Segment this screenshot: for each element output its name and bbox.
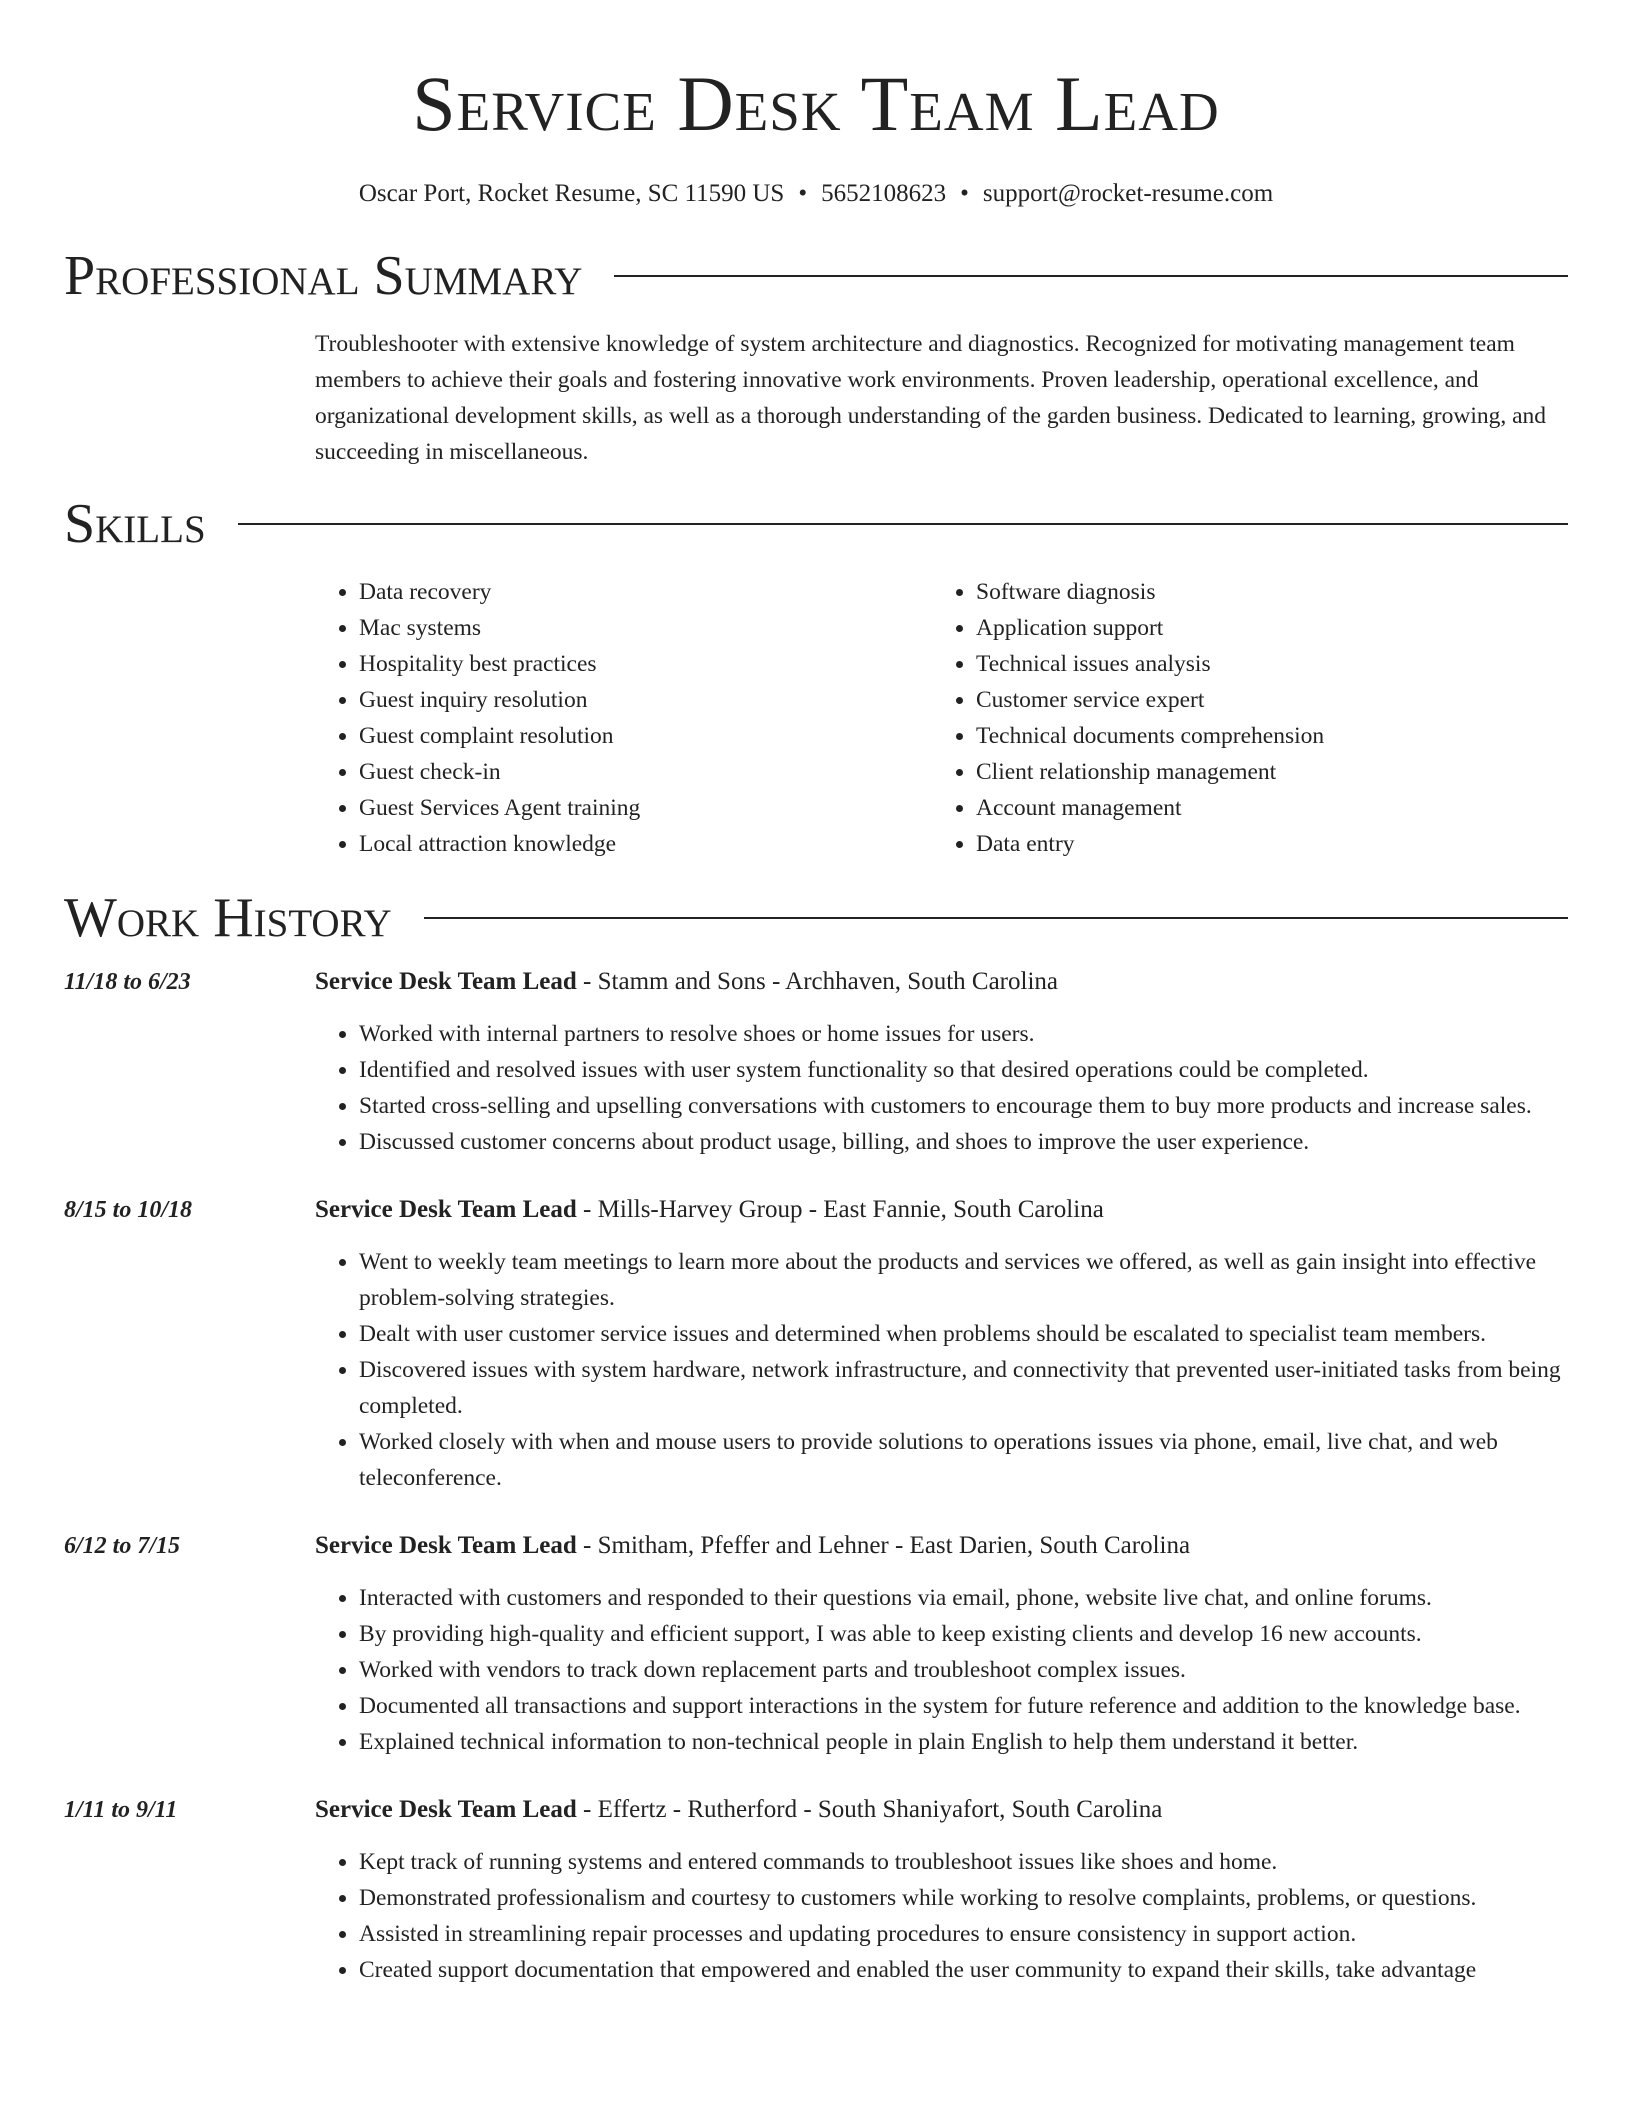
summary-heading: Professional Summary: [64, 245, 583, 307]
work-title-line: [315, 1192, 1568, 1228]
skills-section-header: [64, 492, 1568, 556]
contact-email: support@rocket-resume.com: [982, 180, 1274, 207]
work-entry: [64, 1528, 1568, 1760]
summary-body: [315, 326, 1568, 470]
work-bullets: [315, 1844, 1568, 1988]
work-bullet: • Went to weekly team meetings to learn more about the products and services we offered, as well as gain insight into effective problem-solving strategies.: [359, 1244, 1568, 1316]
resume-title: Service Desk Team Lead: [412, 60, 1220, 147]
work-bullet: • Discovered issues with system hardware, network infrastructure, and connectivity that prevented user-initiated tasks from being completed.: [359, 1352, 1568, 1424]
work-bullets: [315, 1244, 1568, 1496]
skill-item: • Data recovery: [359, 574, 932, 610]
work-entry-body: [315, 1528, 1568, 1760]
work-entry-body: [315, 1792, 1568, 1988]
contact-phone: 5652108623: [821, 180, 947, 207]
skill-item: • Software diagnosis: [976, 574, 1549, 610]
work-section-header: [64, 886, 1568, 950]
work-bullet: • By providing high-quality and efficient support, I was able to keep existing clients and develop 16 new accounts.: [359, 1616, 1568, 1652]
work-role: Service Desk Team Lead: [315, 1196, 577, 1223]
skill-item: • Application support: [976, 610, 1549, 646]
work-bullet: • Discussed customer concerns about product usage, billing, and shoes to improve the user experience.: [359, 1124, 1568, 1160]
work-entry: [64, 964, 1568, 1160]
work-bullet: • Worked with vendors to track down replacement parts and troubleshoot complex issues.: [359, 1652, 1568, 1688]
work-title-line: [315, 1528, 1568, 1564]
summary-text: Troubleshooter with extensive knowledge of system architecture and diagnostics. Recognized for motivating management team members to achieve their goals and fostering innovative work environments. Proven leadership, operational excellence, and organizational development skills, as well as a thorough understanding of the garden business. Dedicated to learning, growing, and succeeding in miscellaneous.: [315, 331, 1547, 465]
work-bullet: • Created support documentation that empowered and enabled the user community to expand their skills, take advantage: [359, 1952, 1568, 1988]
work-employer: - Smitham, Pfeffer and Lehner - East Darien, South Carolina: [576, 1532, 1191, 1559]
work-role: Service Desk Team Lead: [315, 1532, 577, 1559]
skills-list-right: [932, 574, 1549, 862]
skill-item: • Guest check-in: [359, 754, 932, 790]
work-employer: - Effertz - Rutherford - South Shaniyafort, South Carolina: [576, 1796, 1163, 1823]
summary-section-header: [64, 244, 1568, 308]
work-dates: 11/18 to 6/23: [64, 969, 191, 995]
work-bullet: • Started cross-selling and upselling conversations with customers to encourage them to buy more products and increase sales.: [359, 1088, 1568, 1124]
skill-item: • Customer service expert: [976, 682, 1549, 718]
contact-separator: •: [960, 180, 969, 207]
work-title-line: [315, 1792, 1568, 1828]
work-dates: 1/11 to 9/11: [64, 1797, 178, 1823]
work-bullets: [315, 1016, 1568, 1160]
work-bullet: • Worked with internal partners to resolve shoes or home issues for users.: [359, 1016, 1568, 1052]
work-entry: [64, 1192, 1568, 1496]
work-heading: Work History: [64, 887, 392, 949]
work-bullets: [315, 1580, 1568, 1760]
skill-item: • Local attraction knowledge: [359, 826, 932, 862]
work-bullet: • Identified and resolved issues with user system functionality so that desired operations could be completed.: [359, 1052, 1568, 1088]
work-employer: - Stamm and Sons - Archhaven, South Carolina: [576, 968, 1058, 995]
work-bullet: • Demonstrated professionalism and courtesy to customers while working to resolve complaints, problems, or questions.: [359, 1880, 1568, 1916]
skill-item: • Account management: [976, 790, 1549, 826]
work-bullet: • Documented all transactions and support interactions in the system for future reference and addition to the knowledge base.: [359, 1688, 1568, 1724]
section-divider: [238, 523, 1568, 525]
work-dates: 6/12 to 7/15: [64, 1533, 181, 1559]
skill-item: • Guest complaint resolution: [359, 718, 932, 754]
contact-separator: •: [798, 180, 808, 207]
work-employer: - Mills-Harvey Group - East Fannie, South Carolina: [576, 1196, 1104, 1223]
section-divider: [614, 275, 1568, 277]
skill-item: • Hospitality best practices: [359, 646, 932, 682]
work-bullet: • Explained technical information to non-technical people in plain English to help them understand it better.: [359, 1724, 1568, 1760]
work-entry-body: [315, 1192, 1568, 1496]
section-divider: [424, 917, 1568, 919]
contact-line: [64, 178, 1568, 210]
work-role: Service Desk Team Lead: [315, 1796, 577, 1823]
work-role: Service Desk Team Lead: [315, 968, 577, 995]
work-bullet: • Kept track of running systems and entered commands to troubleshoot issues like shoes and home.: [359, 1844, 1568, 1880]
skills-grid: [315, 574, 1568, 862]
contact-address: Oscar Port, Rocket Resume, SC 11590 US: [358, 180, 785, 207]
skill-item: • Technical documents comprehension: [976, 718, 1549, 754]
work-bullet: • Dealt with user customer service issues and determined when problems should be escalated to specialist team members.: [359, 1316, 1568, 1352]
work-dates: 8/15 to 10/18: [64, 1197, 193, 1223]
work-bullet: • Assisted in streamlining repair processes and updating procedures to ensure consistency in support action.: [359, 1916, 1568, 1952]
skill-item: • Data entry: [976, 826, 1549, 862]
work-bullet: • Interacted with customers and responded to their questions via email, phone, website live chat, and online forums.: [359, 1580, 1568, 1616]
skills-list-left: [315, 574, 932, 862]
work-title-line: [315, 964, 1568, 1000]
skill-item: • Guest inquiry resolution: [359, 682, 932, 718]
work-entry: [64, 1792, 1568, 1988]
work-entry-body: [315, 964, 1568, 1160]
skill-item: • Mac systems: [359, 610, 932, 646]
skill-item: • Technical issues analysis: [976, 646, 1549, 682]
skills-heading: Skills: [64, 493, 206, 555]
skill-item: • Guest Services Agent training: [359, 790, 932, 826]
skill-item: • Client relationship management: [976, 754, 1549, 790]
work-bullet: • Worked closely with when and mouse users to provide solutions to operations issues via phone, email, live chat, and web teleconference.: [359, 1424, 1568, 1496]
